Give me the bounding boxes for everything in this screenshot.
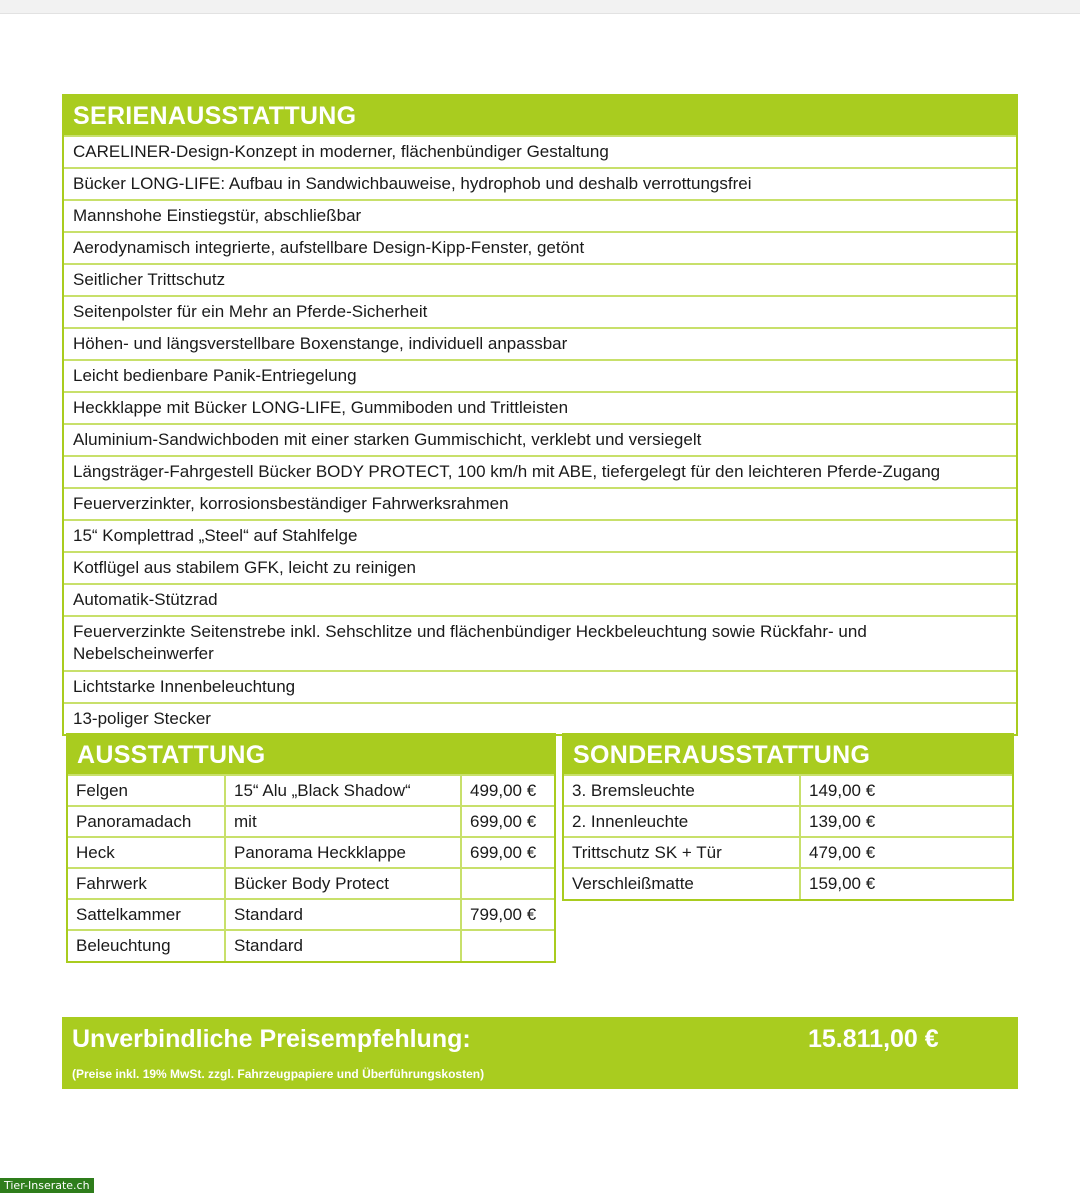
option-price: 699,00 €: [461, 806, 554, 837]
serien-item: Leicht bedienbare Panik-Entriegelung: [64, 359, 1016, 391]
option-price: 699,00 €: [461, 837, 554, 868]
option-value: mit: [225, 806, 461, 837]
table-row: [564, 868, 1012, 899]
price-recommendation-bar: [62, 1017, 1018, 1089]
serien-item: Aluminium-Sandwichboden mit einer starken Gummischicht, verklebt und versiegelt: [64, 423, 1016, 455]
extra-price: 149,00 €: [800, 775, 1012, 806]
serien-item: 15“ Komplettrad „Steel“ auf Stahlfelge: [64, 519, 1016, 551]
table-row: [68, 868, 554, 899]
option-name: Sattelkammer: [68, 899, 225, 930]
option-value: 15“ Alu „Black Shadow“: [225, 775, 461, 806]
serien-item: Längsträger-Fahrgestell Bücker BODY PROTECT, 100 km/h mit ABE, tiefergelegt für den leichteren Pferde-Zugang: [64, 455, 1016, 487]
extra-price: 159,00 €: [800, 868, 1012, 899]
extra-name: 2. Innenleuchte: [564, 806, 800, 837]
serien-item: Aerodynamisch integrierte, aufstellbare Design-Kipp-Fenster, getönt: [64, 231, 1016, 263]
serien-item: Kotflügel aus stabilem GFK, leicht zu reinigen: [64, 551, 1016, 583]
ausstattung-title: AUSSTATTUNG: [68, 735, 554, 774]
option-price: 799,00 €: [461, 899, 554, 930]
option-name: Panoramadach: [68, 806, 225, 837]
option-price: [461, 868, 554, 899]
option-value: Panorama Heckklappe: [225, 837, 461, 868]
ausstattung-table: [66, 733, 556, 963]
table-row: [68, 806, 554, 837]
serienausstattung-table: [62, 94, 1018, 736]
table-row: [68, 930, 554, 961]
option-name: Felgen: [68, 775, 225, 806]
option-price: [461, 930, 554, 961]
sonderausstattung-title: SONDERAUSSTATTUNG: [564, 735, 1012, 774]
serien-item: Bücker LONG-LIFE: Aufbau in Sandwichbauweise, hydrophob und deshalb verrottungsfrei: [64, 167, 1016, 199]
table-row: [68, 837, 554, 868]
serien-item: Mannshohe Einstiegstür, abschließbar: [64, 199, 1016, 231]
browser-top-bar: [0, 0, 1080, 14]
watermark: Tier-Inserate.ch: [0, 1178, 94, 1193]
serien-item: Heckklappe mit Bücker LONG-LIFE, Gummiboden und Trittleisten: [64, 391, 1016, 423]
table-row: [68, 899, 554, 930]
table-row: [564, 775, 1012, 806]
extra-price: 139,00 €: [800, 806, 1012, 837]
sonderausstattung-table: [562, 733, 1014, 901]
extra-price: 479,00 €: [800, 837, 1012, 868]
serien-item: Seitenpolster für ein Mehr an Pferde-Sicherheit: [64, 295, 1016, 327]
option-price: 499,00 €: [461, 775, 554, 806]
option-value: Bücker Body Protect: [225, 868, 461, 899]
option-value: Standard: [225, 930, 461, 961]
serien-item: Feuerverzinkte Seitenstrebe inkl. Sehschlitze und flächenbündiger Heckbeleuchtung sowie Rückfahr- und Nebelscheinwerfer: [64, 615, 1016, 670]
serien-item: 13-poliger Stecker: [64, 702, 1016, 734]
option-value: Standard: [225, 899, 461, 930]
serien-item: Höhen- und längsverstellbare Boxenstange, individuell anpassbar: [64, 327, 1016, 359]
extra-name: Verschleißmatte: [564, 868, 800, 899]
serienausstattung-title: SERIENAUSSTATTUNG: [64, 96, 1016, 135]
price-label: Unverbindliche Preisempfehlung:: [72, 1025, 471, 1053]
table-row: [564, 837, 1012, 868]
serien-item: Seitlicher Trittschutz: [64, 263, 1016, 295]
serien-item: Automatik-Stützrad: [64, 583, 1016, 615]
extra-name: 3. Bremsleuchte: [564, 775, 800, 806]
table-row: [68, 775, 554, 806]
price-value: 15.811,00 €: [808, 1025, 939, 1053]
price-note: (Preise inkl. 19% MwSt. zzgl. Fahrzeugpapiere und Überführungskosten): [72, 1067, 485, 1081]
extra-name: Trittschutz SK + Tür: [564, 837, 800, 868]
serien-item: CARELINER-Design-Konzept in moderner, flächenbündiger Gestaltung: [64, 135, 1016, 167]
serien-item: Lichtstarke Innenbeleuchtung: [64, 670, 1016, 702]
serien-item: Feuerverzinkter, korrosionsbeständiger Fahrwerksrahmen: [64, 487, 1016, 519]
option-name: Fahrwerk: [68, 868, 225, 899]
option-name: Beleuchtung: [68, 930, 225, 961]
option-name: Heck: [68, 837, 225, 868]
table-row: [564, 806, 1012, 837]
